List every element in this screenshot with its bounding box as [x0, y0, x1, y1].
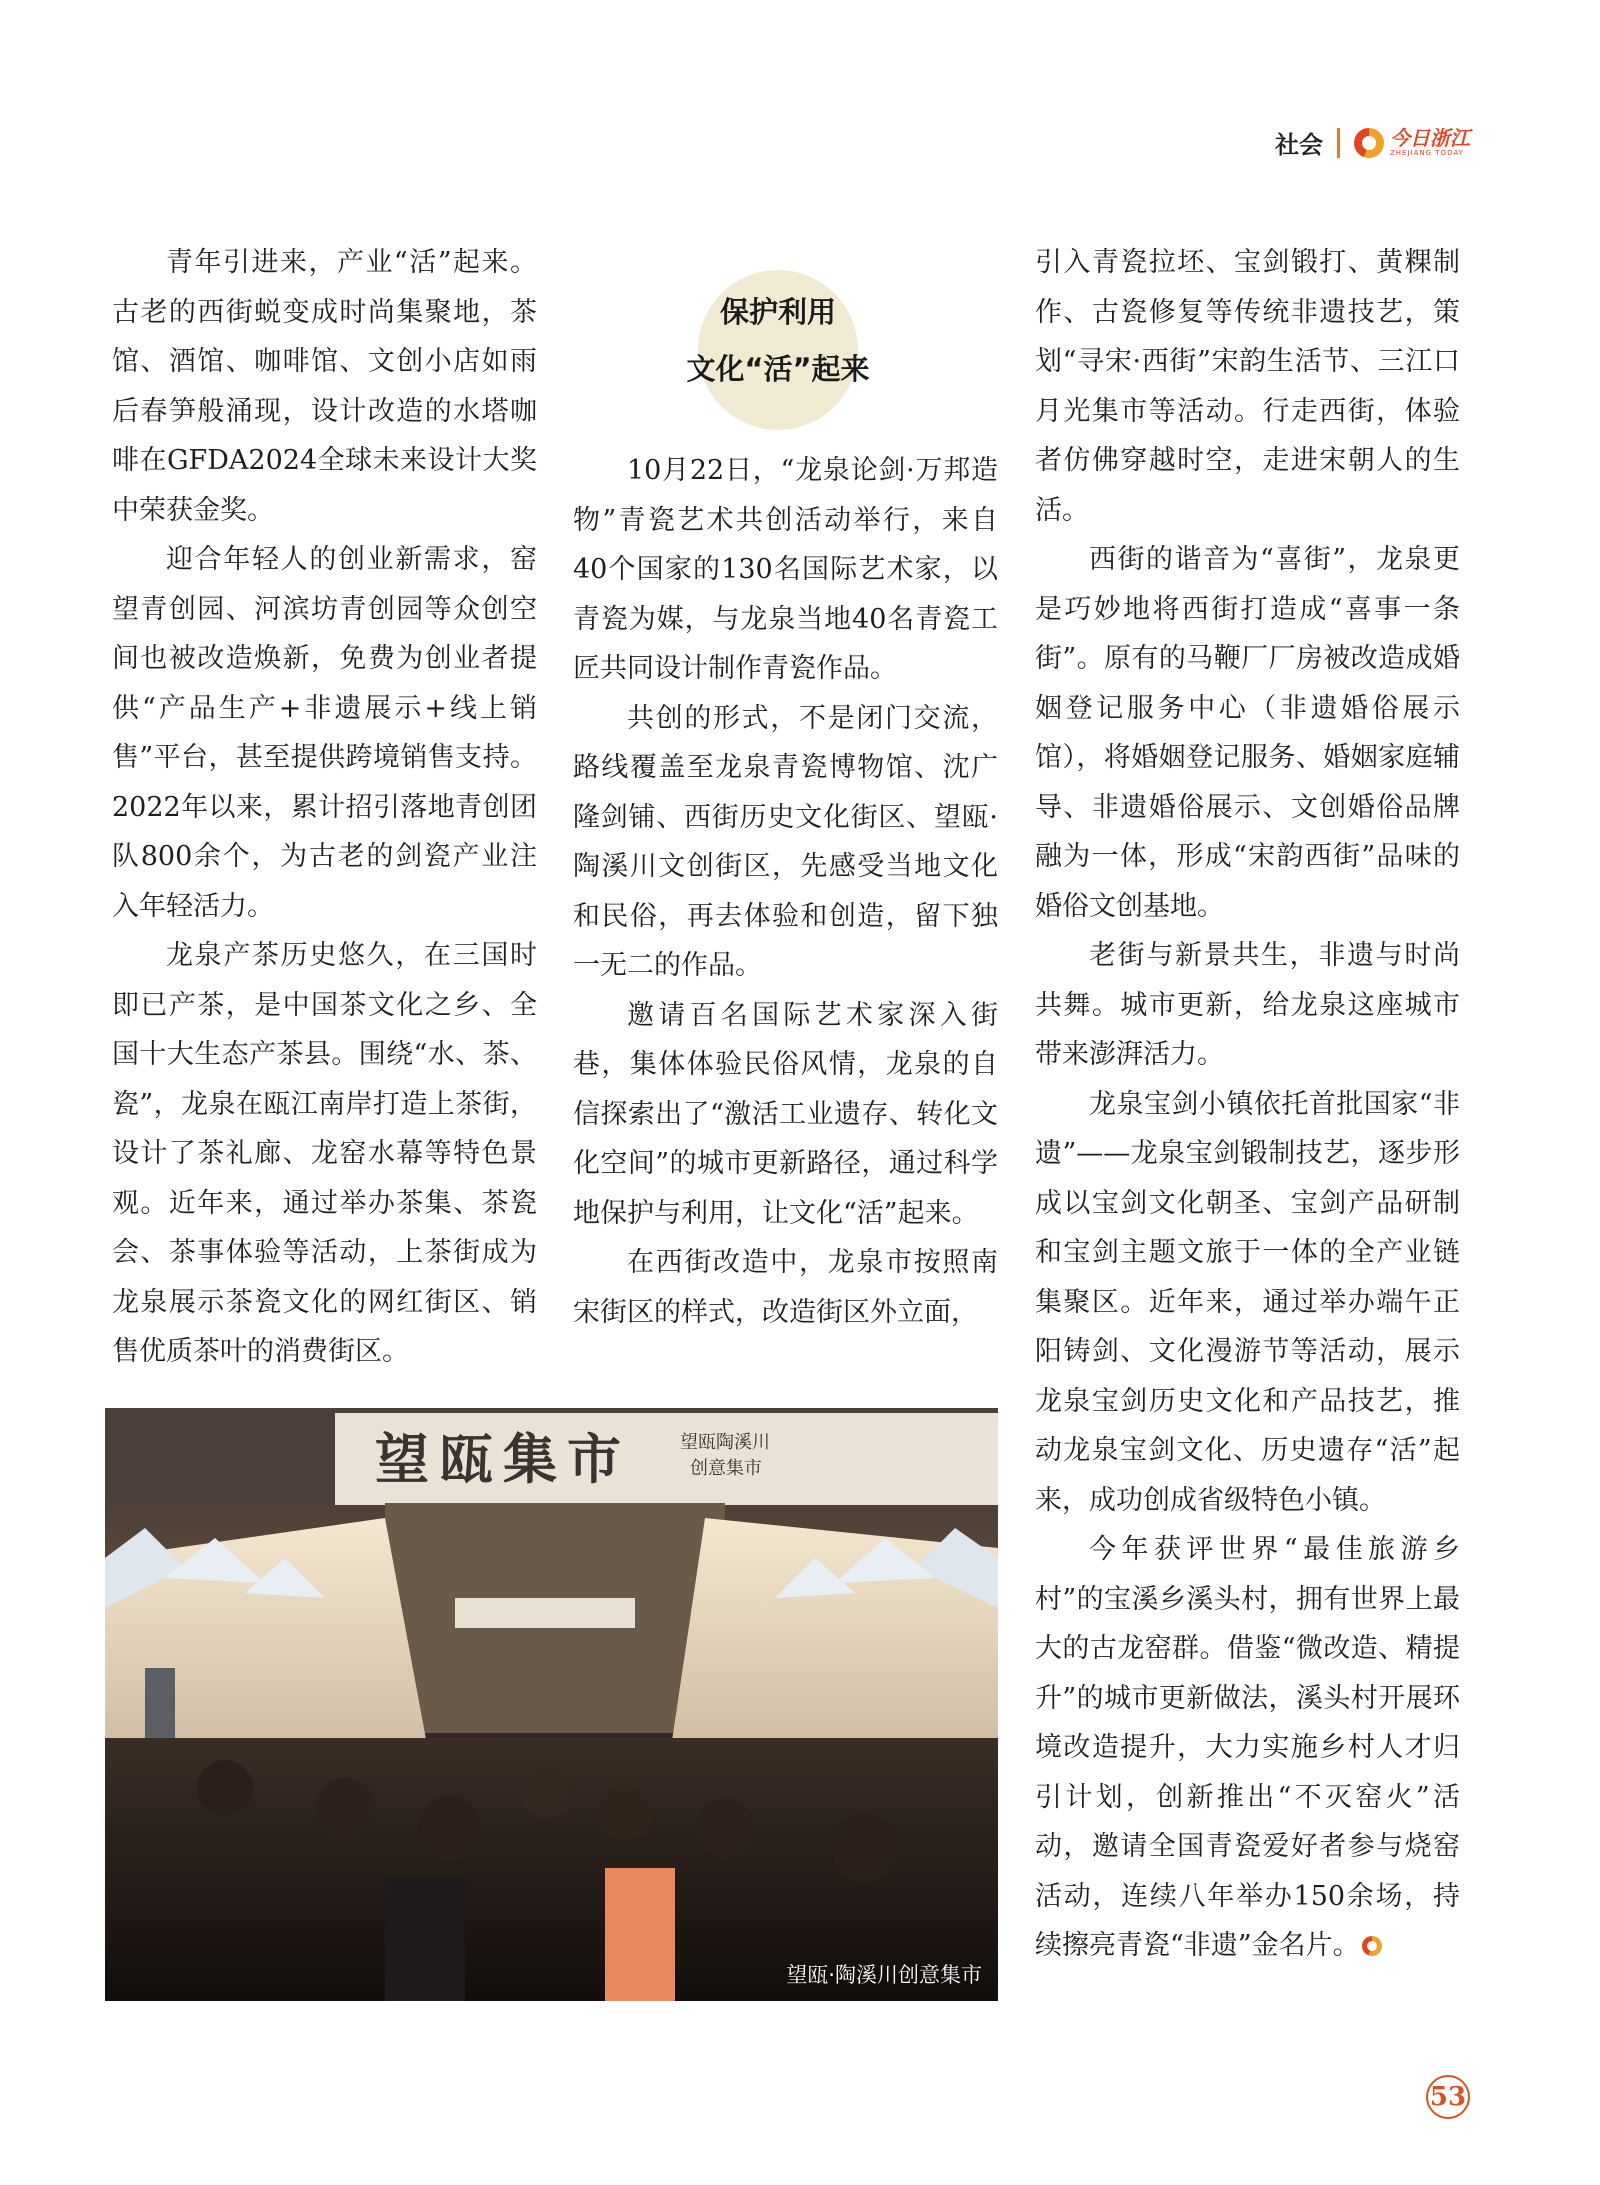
paragraph-text: 今年获评世界“最佳旅游乡村”的宝溪乡溪头村，拥有世界上最大的古龙窑群。借鉴“微改造、精提升”的城市更新做法，溪头村开展环境改造提升，大力实施乡村人才归引计划，创新推出“不灭窑火”活动，邀请全国青瓷爱好者参与烧窑活动，连续八年举办150余场，持续擦亮青瓷“非遗”金名片。 — [1035, 1534, 1460, 1961]
person — [695, 1798, 755, 1858]
paragraph: 青年引进来，产业“活”起来。古老的西街蜕变成时尚集聚地，茶馆、酒馆、咖啡馆、文创小店如雨后春笋般涌现，设计改造的水塔咖啡在GFDA2024全球未来设计大奖中荣获金奖。 — [112, 247, 537, 526]
article-column-2 — [573, 446, 998, 1337]
paragraph: 龙泉宝剑小镇依托首批国家“非遗”——龙泉宝剑锻制技艺，逐步形成以宝剑文化朝圣、宝剑产品研制和宝剑主题文旅于一体的全产业链集聚区。近年来，通过举办端午正阳铸剑、文化漫游节等活动，展示龙泉宝剑历史文化和产品技艺，推动龙泉宝剑文化、历史遗存“活”起来，成功创成省级特色小镇。 — [1035, 1088, 1460, 1516]
logo-text — [1390, 128, 1470, 157]
paragraph: 龙泉产茶历史悠久，在三国时即已产茶，是中国茶文化之乡、全国十大生态产茶县。围绕“水、茶、瓷”，龙泉在瓯江南岸打造上茶街，设计了茶礼廊、龙窑水幕等特色景观。近年来，通过举办茶集、茶瓷会、茶事体验等活动，上茶街成为龙泉展示茶瓷文化的网红街区、销售优质茶叶的消费街区。 — [112, 940, 537, 1367]
sign-sub-text-2: 创意集市 — [690, 1458, 762, 1479]
section-subhead — [640, 284, 916, 398]
end-mark-icon — [1362, 1936, 1382, 1956]
sign-main-text: 望瓯集市 — [375, 1427, 631, 1491]
photo-caption: 望瓯·陶溪川创意集市 — [786, 1963, 982, 1987]
paragraph: 引入青瓷拉坯、宝剑锻打、黄粿制作、古瓷修复等传统非遗技艺，策划“寻宋·西街”宋韵生活节、三江口月光集市等活动。行走西街，体验者仿佛穿越时空，走进宋朝人的生活。 — [1035, 247, 1460, 526]
paragraph: 共创的形式，不是闭门交流，路线覆盖至龙泉青瓷博物馆、沈广隆剑铺、西街历史文化街区、望瓯·陶溪川文创街区，先感受当地文化和民俗，再去体验和创造，留下独一无二的作品。 — [573, 702, 998, 981]
paragraph: 邀请百名国际艺术家深入街巷，集体体验民俗风情，龙泉的自信探索出了“激活工业遗存、转化文化空间”的城市更新路径，通过科学地保护与利用，让文化“活”起来。 — [573, 999, 998, 1229]
person-orange-shirt — [605, 1868, 675, 2001]
paragraph — [1035, 1525, 1460, 1971]
article-column-3 — [1035, 238, 1460, 1971]
page-number: 53 — [1426, 2075, 1470, 2119]
logo-english: ZHEJIANG TODAY — [1390, 149, 1464, 157]
paragraph: 迎合年轻人的创业新需求，窑望青创园、河滨坊青创园等众创空间也被改造焕新，免费为创业者提供“产品生产+非遗展示+线上销售”平台，甚至提供跨境销售支持。2022年以来，累计招引落地青创团队800余个，为古老的剑瓷产业注入年轻活力。 — [112, 544, 537, 922]
paragraph: 老街与新景共生，非遗与时尚共舞。城市更新，给龙泉这座城市带来澎湃活力。 — [1035, 940, 1460, 1070]
market-photo — [105, 1408, 998, 2001]
person-dark-shirt — [385, 1878, 465, 2001]
paragraph: 西街的谐音为“喜街”，龙泉更是巧妙地将西街打造成“喜事一条街”。原有的马鞭厂厂房被改造成婚姻登记服务中心（非遗婚俗展示馆），将婚姻登记服务、婚姻家庭辅导、非遗婚俗展示、文创婚俗品牌融为一体，形成“宋韵西街”品味的婚俗文创基地。 — [1035, 544, 1460, 922]
paragraph: 在西街改造中，龙泉市按照南宋街区的样式，改造街区外立面， — [573, 1247, 998, 1328]
person — [520, 1768, 570, 1818]
person — [418, 1796, 482, 1860]
paragraph: 10月22日，“龙泉论剑·万邦造物”青瓷艺术共创活动举行，来自40个国家的130名国际艺术家，以青瓷为媒，与龙泉当地40名青瓷工匠共同设计制作青瓷作品。 — [573, 455, 998, 684]
logo-swirl-icon — [1354, 128, 1384, 158]
subhead-line-1: 保护利用 — [719, 295, 836, 329]
subhead-line-2: 文化“活”起来 — [686, 352, 870, 386]
article-column-1 — [112, 238, 537, 1377]
page-header — [1275, 125, 1470, 160]
market-scene — [105, 1408, 998, 2001]
person — [597, 1785, 653, 1841]
person — [315, 1778, 375, 1838]
logo-chinese: 今日浙江 — [1390, 126, 1470, 150]
far-sign — [455, 1598, 635, 1628]
header-divider — [1337, 128, 1340, 158]
magazine-logo — [1354, 128, 1470, 158]
section-label: 社会 — [1275, 131, 1323, 159]
person — [197, 1760, 253, 1816]
person — [831, 1814, 899, 1882]
sign-sub-text-1: 望瓯陶溪川 — [680, 1432, 770, 1453]
